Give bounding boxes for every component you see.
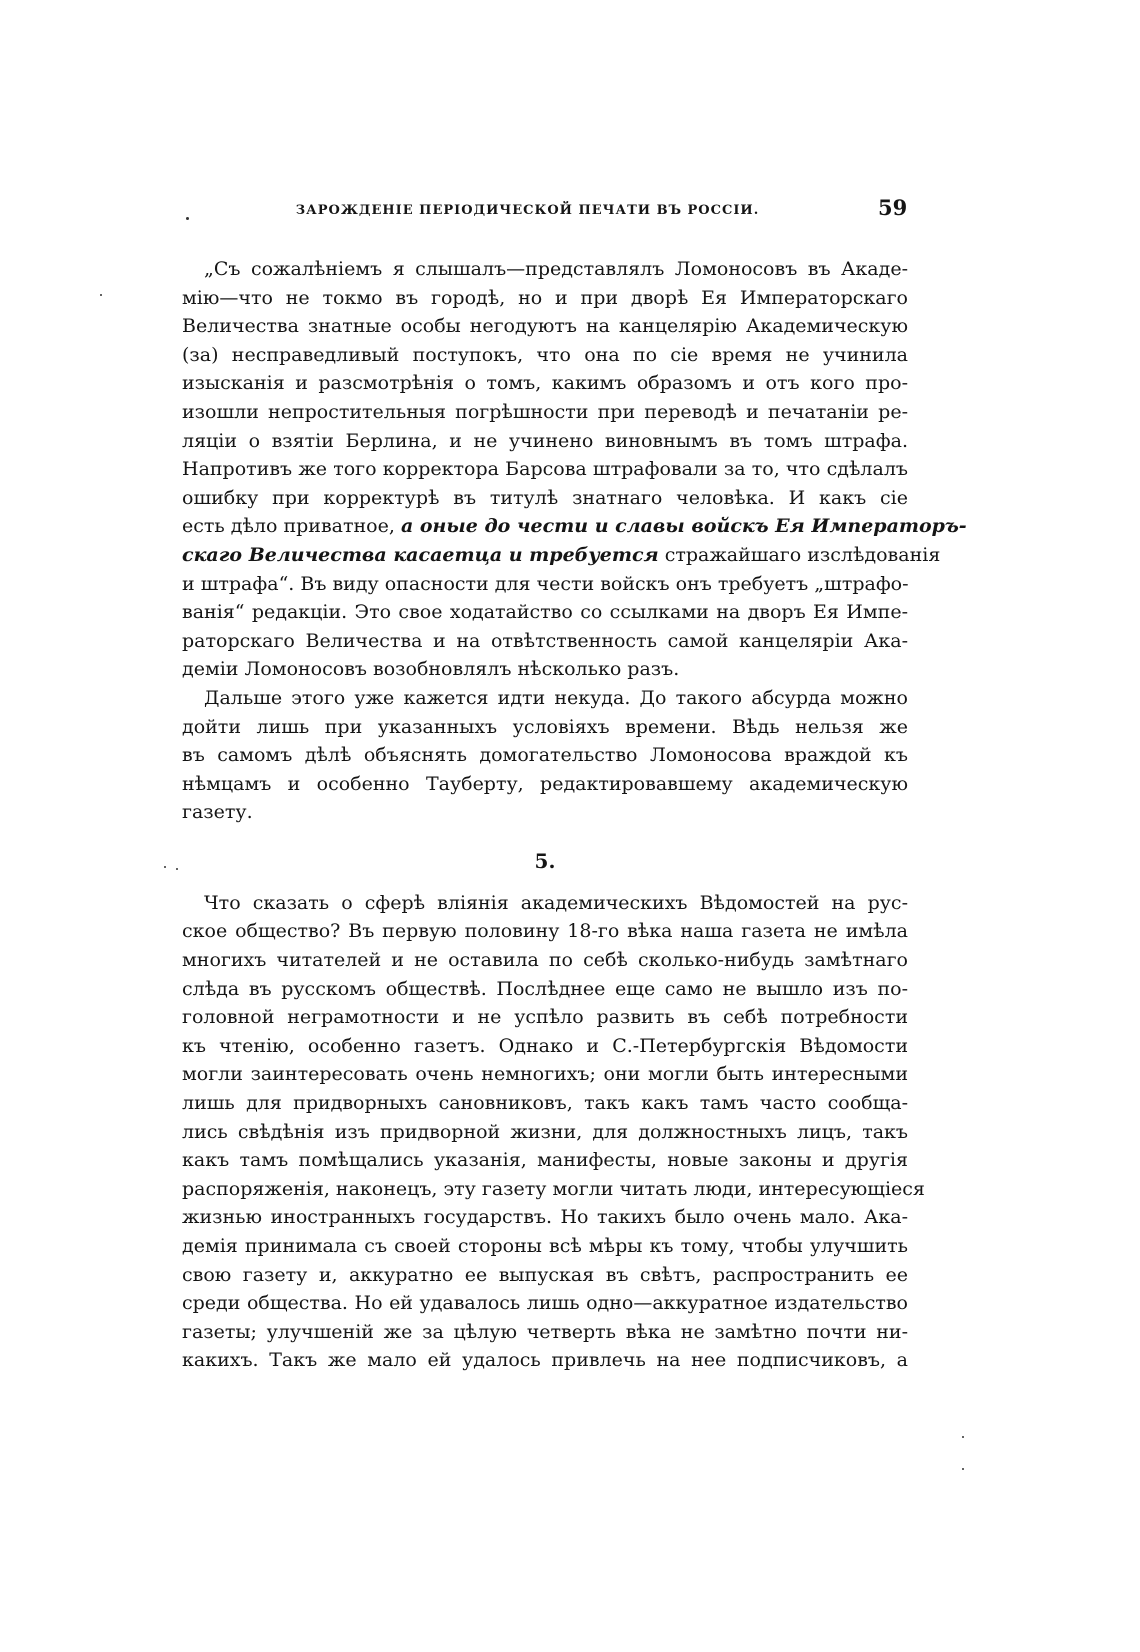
scan-speck: [962, 1436, 964, 1438]
scan-speck: [176, 868, 178, 870]
text-line: Что сказать о сферѣ вліянія академическихъ Вѣдомостей на рус-: [204, 891, 908, 914]
italic-quote: а оные до чести и славы войскъ Ея Императоръ-: [400, 515, 967, 538]
text-line: ляціи о взятіи Берлина, и не учинено виновнымъ въ томъ штрафа.: [182, 429, 908, 452]
text-line: къ чтенію, особенно газетъ. Однако и С.-Петербургскія Вѣдомости: [182, 1034, 908, 1057]
text-line: „Съ сожалѣніемъ я слышалъ—представлялъ Ломоносовъ въ Акаде-: [204, 258, 908, 280]
scan-speck: [962, 1468, 964, 1470]
text-run: есть дѣло приватное,: [182, 515, 395, 538]
text-line: какихъ. Такъ же мало ей удалось привлечь на нее подписчиковъ, а: [182, 1349, 908, 1372]
running-title: ЗАРОЖДЕНІЕ ПЕРІОДИЧЕСКОЙ ПЕЧАТИ ВЪ РОССІИ.: [295, 203, 760, 218]
text-line: головной неграмотности и не успѣло развить въ себѣ потребности: [182, 1006, 908, 1029]
text-line: изысканія и разсмотрѣнія о томъ, какимъ образомъ и отъ кого про-: [182, 372, 908, 395]
text-line: и штрафа“. Въ виду опасности для чести войскъ онъ требуетъ „штрафо-: [182, 572, 909, 595]
text-line: свою газету и, аккуратно ее выпуская въ свѣтъ, распространить ее: [182, 1263, 908, 1286]
body-text: [182, 255, 967, 1375]
page-number: 59: [878, 195, 908, 220]
text-line: [182, 541, 941, 570]
text-line: раторскаго Величества и на отвѣтственность самой канцеляріи Ака-: [182, 629, 908, 652]
text-line: распоряженія, наконецъ, эту газету могли читать люди, интересующіеся: [182, 1177, 925, 1200]
italic-quote: скаго Величества касаетца и требуется: [182, 543, 659, 566]
scan-speck: [164, 866, 166, 868]
scan-speck: [100, 294, 102, 296]
text-run: стражайшаго изслѣдованія: [664, 543, 941, 566]
text-line: Величества знатные особы негодуютъ на канцелярію Академическую: [182, 315, 908, 338]
text-line: Дальше этого уже кажется идти некуда. До такого абсурда можно: [204, 686, 908, 709]
section-number: 5.: [534, 848, 556, 873]
text-line: слѣда въ русскомъ обществѣ. Послѣднее еще само не вышло изъ по-: [182, 977, 908, 1000]
text-line: жизнью иностранныхъ государствъ. Но такихъ было очень мало. Ака-: [182, 1206, 908, 1229]
text-line: ванія“ редакціи. Это свое ходатайство со ссылками на дворъ Ея Импе-: [182, 601, 908, 624]
scan-speck: [186, 217, 189, 220]
text-line: [182, 512, 967, 541]
paragraph-1: [182, 255, 967, 684]
text-line: демія принимала съ своей стороны всѣ мѣры къ тому, чтобы улучшить: [182, 1235, 908, 1257]
text-line: лись свѣдѣнія изъ придворной жизни, для должностныхъ лицъ, такъ: [182, 1120, 908, 1143]
text-line: изошли непростительныя погрѣшности при переводѣ и печатаніи ре-: [182, 400, 908, 423]
text-line: могли заинтересовать очень немногихъ; они могли быть интересными: [182, 1063, 908, 1086]
text-line: въ самомъ дѣлѣ объяснять домогательство Ломоносова враждой къ: [182, 744, 908, 767]
text-line: среди общества. Но ей удавалось лишь одно—аккуратное издательство: [182, 1292, 908, 1315]
text-line: многихъ читателей и не оставила по себѣ сколько-нибудь замѣтнаго: [182, 949, 908, 972]
text-line: лишь для придворныхъ сановниковъ, такъ какъ тамъ часто сообща-: [182, 1092, 908, 1115]
text-line: Напротивъ же того корректора Барсова штрафовали за то, что сдѣлалъ: [182, 458, 908, 481]
text-line: мію—что не токмо въ городѣ, но и при дворѣ Ея Императорскаго: [182, 286, 908, 309]
text-line: ское общество? Въ первую половину 18-го вѣка наша газета не имѣла: [182, 920, 908, 943]
text-line: ошибку при корректурѣ въ титулѣ знатнаго человѣка. И какъ сіе: [182, 486, 908, 509]
text-line: нѣмцамъ и особенно Тауберту, редактировавшему академическую: [182, 772, 908, 795]
text-line: деміи Ломоносовъ возобновлялъ нѣсколько разъ.: [182, 658, 680, 681]
text-line: дойти лишь при указанныхъ условіяхъ времени. Вѣдь нельзя же: [182, 715, 908, 738]
text-line: какъ тамъ помѣщались указанія, манифесты, новые законы и другія: [182, 1149, 908, 1172]
paragraph-2: [182, 684, 908, 827]
text-line: газеты; улучшеній же за цѣлую четверть вѣка не замѣтно почти ни-: [182, 1320, 908, 1343]
paragraph-3: [182, 889, 925, 1375]
text-line: газету.: [182, 801, 253, 824]
text-line: (за) несправедливый поступокъ, что она по сіе время не учинила: [182, 343, 908, 366]
